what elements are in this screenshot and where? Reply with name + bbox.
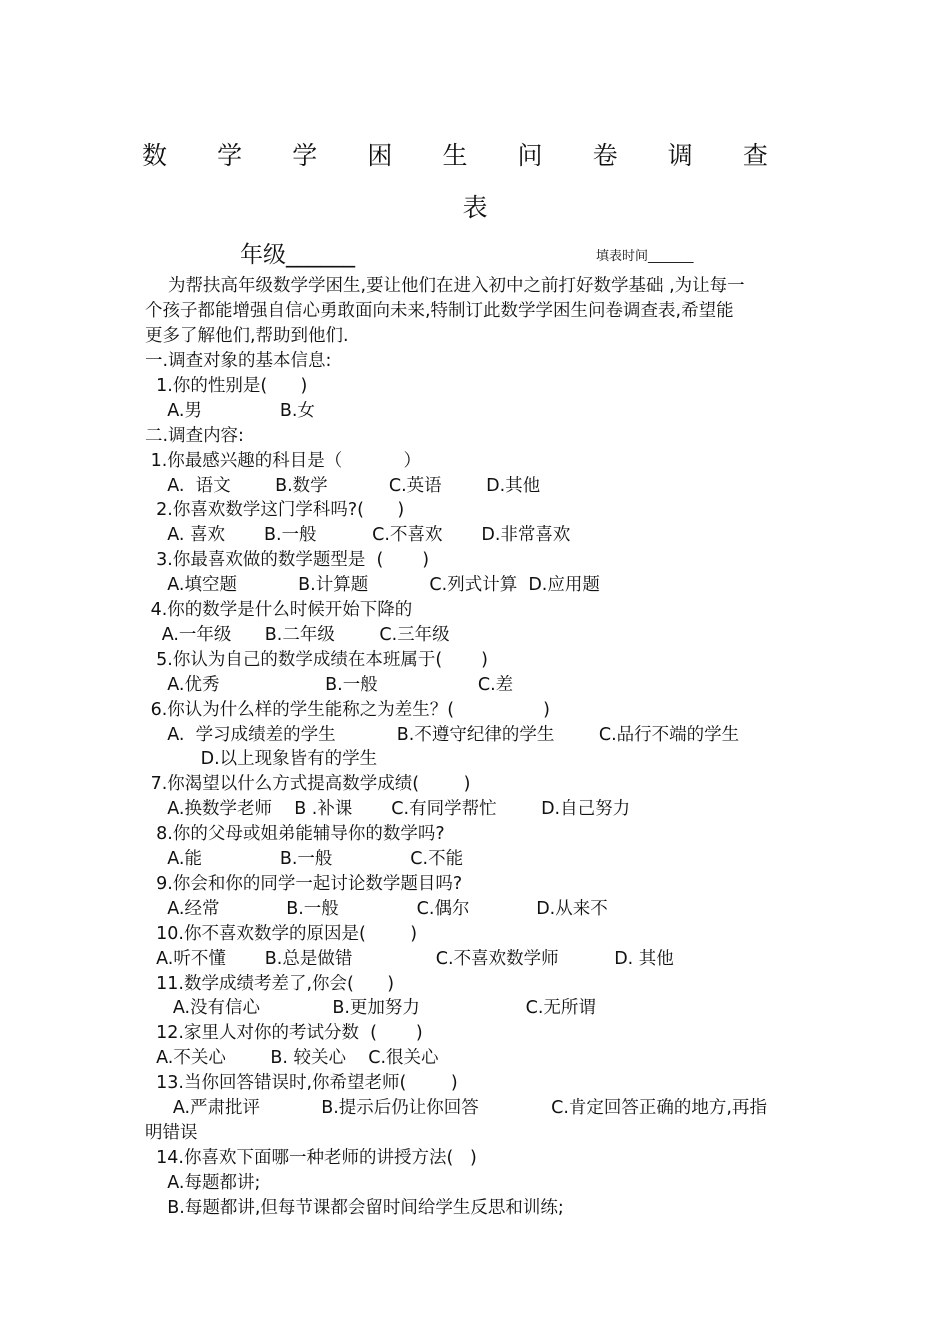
- title-char: 生: [442, 141, 468, 170]
- question-line: 10.你不喜欢数学的原因是( ): [145, 923, 418, 944]
- title-char: 困: [367, 141, 393, 170]
- document-title-tail: 表: [462, 193, 488, 222]
- question-line: A.听不懂 B.总是做错 C.不喜欢数学师 D. 其他: [145, 948, 674, 969]
- question-line: 1.你的性别是( ): [145, 375, 308, 396]
- question-line: A.经常 B.一般 C.偶尔 D.从来不: [145, 898, 608, 919]
- question-line: 9.你会和你的同学一起讨论数学题目吗?: [145, 873, 463, 894]
- title-char: 查: [742, 141, 768, 170]
- fill-time-field: 填表时间_______: [596, 249, 694, 264]
- question-line: D.以上现象皆有的学生: [145, 749, 378, 770]
- grade-field: 年级______: [240, 242, 355, 268]
- question-line: A.每题都讲;: [145, 1172, 261, 1193]
- question-line: 11.数学成绩考差了,你会( ): [145, 973, 395, 994]
- title-char: 学: [217, 141, 243, 170]
- question-line: 12.家里人对你的考试分数 ( ): [145, 1023, 423, 1044]
- question-line: A.没有信心 B.更加努力 C.无所谓: [145, 998, 596, 1019]
- question-line: A.填空题 B.计算题 C.列式计算 D.应用题: [145, 575, 600, 596]
- question-line: 3.你最喜欢做的数学题型是 ( ): [145, 550, 430, 571]
- question-line: A.不关心 B. 较关心 C.很关心: [145, 1048, 439, 1069]
- question-line: 6.你认为什么样的学生能称之为差生？( ): [145, 699, 550, 720]
- question-line: 1.你最感兴趣的科目是（ ）: [145, 450, 421, 471]
- question-line: A.优秀 B.一般 C.差: [145, 674, 514, 695]
- question-line: 14.你喜欢下面哪一种老师的讲授方法( ): [145, 1147, 477, 1168]
- question-line: 二.调查内容:: [145, 425, 244, 446]
- intro-line-2: 个孩子都能增强自信心勇敢面向未来,特制订此数学学困生问卷调查表,希望能: [145, 301, 734, 321]
- title-char: 卷: [592, 141, 618, 170]
- question-line: A. 学习成绩差的学生 B.不遵守纪律的学生 C.品行不端的学生: [145, 724, 740, 745]
- question-line: A. 语文 B.数学 C.英语 D.其他: [145, 475, 541, 496]
- document-title: [142, 136, 768, 172]
- question-line: 一.调查对象的基本信息:: [145, 351, 332, 371]
- title-char: 问: [517, 141, 543, 170]
- question-line: A.能 B.一般 C.不能: [145, 849, 464, 869]
- question-line: 13.当你回答错误时,你希望老师( ): [145, 1073, 458, 1094]
- title-char: 学: [292, 141, 318, 170]
- title-char: 调: [667, 141, 693, 170]
- question-line: 2.你喜欢数学这门学科吗?( ): [145, 500, 405, 521]
- question-line: B.每题都讲,但每节课都会留时间给学生反思和训练;: [145, 1197, 564, 1218]
- question-line: 7.你渴望以什么方式提高数学成绩( ): [145, 774, 471, 795]
- intro-line-1: 为帮扶高年级数学学困生,要让他们在进入初中之前打好数学基础 ,为让每一: [168, 276, 745, 296]
- question-line: A.严肃批评 B.提示后仍让你回答 C.肯定回答正确的地方,再指: [145, 1098, 767, 1118]
- question-line: 5.你认为自己的数学成绩在本班属于( ): [145, 649, 488, 670]
- question-line: A.一年级 B.二年级 C.三年级: [145, 624, 450, 645]
- question-line: 明错误: [145, 1122, 198, 1143]
- question-line: 8.你的父母或姐弟能辅导你的数学吗?: [145, 824, 445, 845]
- question-line: A.男 B.女: [145, 400, 315, 421]
- question-line: 4.你的数学是什么时候开始下降的: [145, 600, 413, 620]
- question-line: A.换数学老师 B .补课 C.有同学帮忙 D.自己努力: [145, 799, 631, 820]
- title-char: 数: [142, 141, 168, 170]
- intro-line-3: 更多了解他们,帮助到他们.: [145, 326, 349, 346]
- question-line: A. 喜欢 B.一般 C.不喜欢 D.非常喜欢: [145, 525, 571, 546]
